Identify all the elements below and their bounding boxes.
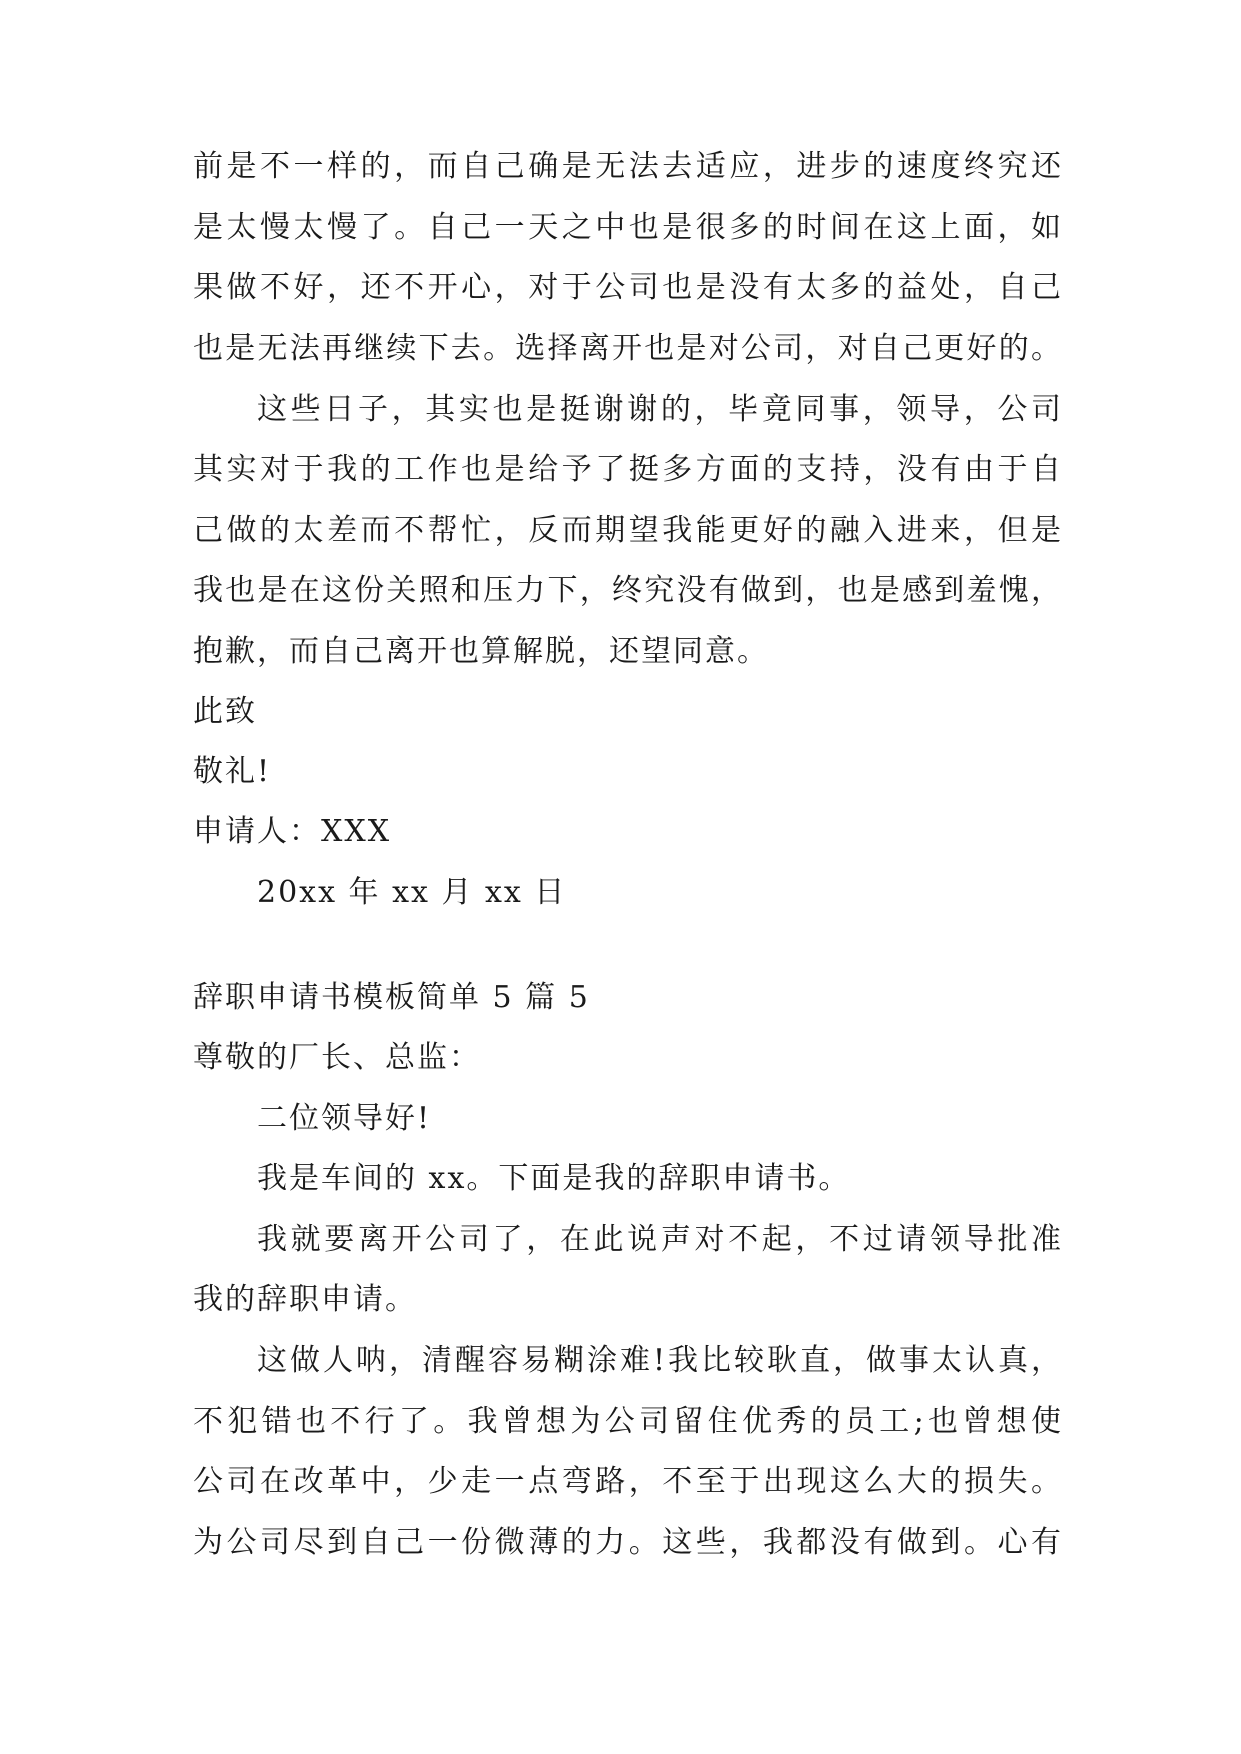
paragraph-line: 我就要离开公司了，在此说声对不起，不过请领导批准 bbox=[257, 1222, 1063, 1257]
paragraph-line: 公司在改革中，少走一点弯路，不至于出现这么大的损失。 bbox=[193, 1464, 1063, 1499]
section-title: 辞职申请书模板简单 5 篇 5 bbox=[193, 980, 590, 1015]
paragraph-line: 前是不一样的，而自己确是无法去适应，进步的速度终究还 bbox=[193, 149, 1063, 184]
greeting: 二位领导好! bbox=[257, 1101, 432, 1136]
paragraph-line: 其实对于我的工作也是给予了挺多方面的支持，没有由于自 bbox=[193, 452, 1063, 487]
paragraph-line: 己做的太差而不帮忙，反而期望我能更好的融入进来，但是 bbox=[193, 513, 1063, 548]
paragraph-line: 果做不好，还不开心，对于公司也是没有太多的益处，自己 bbox=[193, 270, 1063, 305]
paragraph-line: 这些日子，其实也是挺谢谢的，毕竟同事，领导，公司 bbox=[257, 392, 1063, 427]
intro-line: 我是车间的 xx。下面是我的辞职申请书。 bbox=[257, 1161, 851, 1196]
paragraph-line: 不犯错也不行了。我曾想为公司留住优秀的员工;也曾想使 bbox=[193, 1404, 1063, 1439]
applicant-line: 申请人：XXX bbox=[193, 814, 392, 849]
closing-line: 敬礼! bbox=[193, 754, 272, 789]
closing-line: 此致 bbox=[193, 694, 257, 729]
paragraph-line: 为公司尽到自己一份微薄的力。这些，我都没有做到。心有 bbox=[193, 1525, 1063, 1560]
paragraph-line: 我也是在这份关照和压力下，终究没有做到，也是感到羞愧， bbox=[193, 573, 1063, 608]
date-line: 20xx 年 xx 月 xx 日 bbox=[257, 875, 567, 910]
salutation: 尊敬的厂长、总监： bbox=[193, 1040, 481, 1075]
paragraph-line: 这做人呐，清醒容易糊涂难!我比较耿直，做事太认真， bbox=[257, 1343, 1063, 1378]
paragraph-line: 也是无法再继续下去。选择离开也是对公司，对自己更好的。 bbox=[193, 331, 1063, 366]
paragraph-line: 抱歉，而自己离开也算解脱，还望同意。 bbox=[193, 634, 769, 669]
paragraph-line: 我的辞职申请。 bbox=[193, 1282, 417, 1317]
paragraph-line: 是太慢太慢了。自己一天之中也是很多的时间在这上面，如 bbox=[193, 210, 1063, 245]
